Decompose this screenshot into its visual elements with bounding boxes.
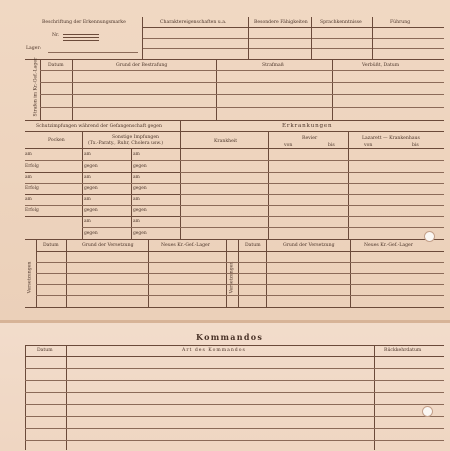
imp-row-5-b: gegen bbox=[84, 208, 98, 213]
imp-row-0-b: am bbox=[84, 152, 91, 157]
imp-row-0-a: am bbox=[25, 152, 32, 157]
fuehrung-label: Führung bbox=[390, 20, 411, 25]
imp-row-6-c: am bbox=[133, 219, 140, 224]
strafen-datum-header: Datum bbox=[48, 63, 64, 68]
vers-right-datum: Datum bbox=[245, 243, 261, 248]
vers-left-neues: Neues Kr.-Gef.-Lager bbox=[161, 243, 210, 248]
kommandos-art-header: Art des Kommandos bbox=[182, 348, 246, 353]
lazarett-bis: bis bbox=[412, 143, 419, 148]
faehigkeiten-label: Besondere Fähigkeiten bbox=[254, 20, 308, 25]
vers-right-neues: Neues Kr.-Gef.-Lager bbox=[364, 243, 413, 248]
revier-bis: bis bbox=[328, 143, 335, 148]
imp-row-4-a: am bbox=[25, 197, 32, 202]
imp-row-0-c: am bbox=[133, 152, 140, 157]
kommandos-title: Kommandos bbox=[196, 332, 264, 342]
charakter-label: Charaktereigenschaften u.a. bbox=[160, 20, 227, 25]
krankheit-header: Krankheit bbox=[214, 139, 238, 144]
revier-header: Revier bbox=[302, 136, 318, 141]
lager-label: Lager: bbox=[26, 46, 42, 51]
imp-row-6-b: am bbox=[84, 219, 91, 224]
imp-row-3-c: gegen bbox=[133, 186, 147, 191]
page-fold bbox=[0, 320, 450, 323]
beschriftung-label: Beschriftung der Erkennungsmarke bbox=[42, 20, 126, 25]
erkrankungen-title: Erkrankungen bbox=[282, 123, 333, 129]
vers-left-datum: Datum bbox=[43, 243, 59, 248]
imp-row-5-c: gegen bbox=[133, 208, 147, 213]
impfungen-title: Schutzimpfungen während der Gefangenschaft gegen bbox=[36, 124, 162, 129]
lazarett-header: Lazarett — Krankenhaus bbox=[362, 136, 420, 141]
strafen-strafmass-header: Strafmaß bbox=[262, 63, 284, 68]
punch-hole-bottom bbox=[422, 406, 433, 417]
imp-row-4-b: am bbox=[84, 197, 91, 202]
sonstige-header-2: (Tx.-Paraty., Ruhr, Cholera usw.) bbox=[88, 141, 163, 146]
imp-row-7-b: gegen bbox=[84, 231, 98, 236]
sonstige-header-1: Sonstige Impfungen bbox=[112, 135, 160, 140]
imp-row-4-c: am bbox=[133, 197, 140, 202]
nr-label: Nr. bbox=[52, 33, 60, 38]
lazarett-von: von bbox=[364, 143, 373, 148]
imp-row-1-a: Erfolg bbox=[25, 164, 39, 169]
nr-field[interactable] bbox=[63, 34, 99, 41]
imp-row-1-c: gegen bbox=[133, 164, 147, 169]
vers-left-grund: Grund der Versetzung bbox=[82, 243, 134, 248]
imp-row-2-b: am bbox=[84, 175, 91, 180]
strafen-grund-header: Grund der Bestrafung bbox=[116, 63, 168, 68]
punch-hole-top bbox=[424, 231, 435, 242]
imp-row-3-b: gegen bbox=[84, 186, 98, 191]
strafen-verbuesst-header: Verbüßt, Datum bbox=[362, 63, 400, 68]
imp-row-3-a: Erfolg bbox=[25, 186, 39, 191]
vers-right-grund: Grund der Versetzung bbox=[283, 243, 335, 248]
kommandos-datum-header: Datum bbox=[37, 348, 53, 353]
versetzungen-side-left: Versetzungen bbox=[27, 261, 33, 294]
imp-row-2-a: am bbox=[25, 175, 32, 180]
revier-von: von bbox=[284, 143, 293, 148]
imp-row-5-a: Erfolg bbox=[25, 208, 39, 213]
kommandos-rueckkehr-header: Rückkehrdatum bbox=[384, 348, 422, 353]
pocken-header: Pocken bbox=[48, 138, 65, 143]
strafen-side-label: Strafen im Kr.-Gef.-Lager bbox=[33, 57, 39, 117]
sprachen-label: Sprachkenntnisse bbox=[320, 20, 362, 25]
imp-row-7-c: gegen bbox=[133, 231, 147, 236]
imp-row-2-c: am bbox=[133, 175, 140, 180]
versetzungen-side-right: Versetzungen bbox=[229, 261, 235, 294]
imp-row-1-b: gegen bbox=[84, 164, 98, 169]
lager-field-line[interactable] bbox=[48, 52, 138, 53]
